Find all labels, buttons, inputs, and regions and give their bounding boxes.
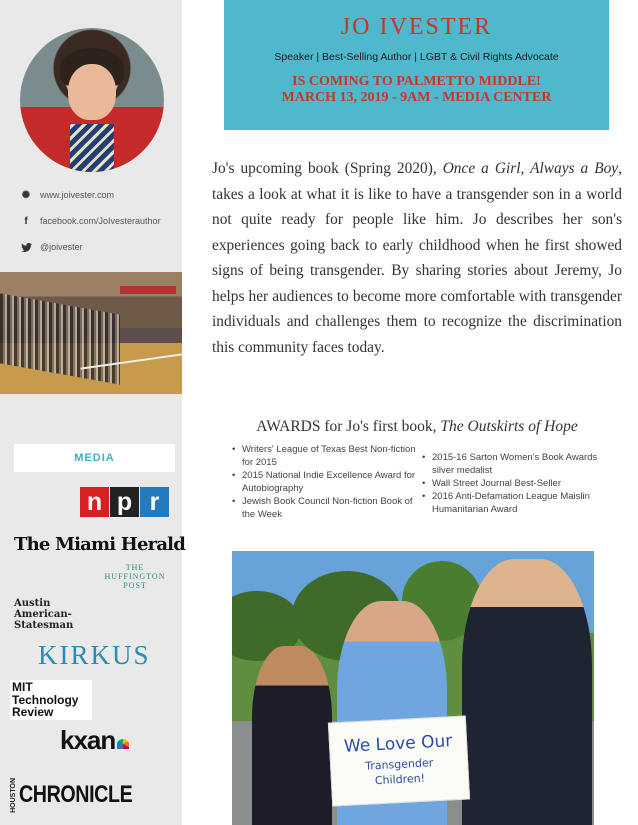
upcoming-book-title: Once a Girl, Always a Boy xyxy=(442,160,619,177)
contact-list xyxy=(20,182,161,260)
sign-line-3: Children! xyxy=(374,771,426,788)
first-book-title: The Outskirts of Hope xyxy=(440,418,578,435)
chronicle-small-text: HOUSTON xyxy=(10,778,17,813)
gymnasium-photo xyxy=(0,272,182,394)
header-banner xyxy=(224,0,609,130)
awards-column-2 xyxy=(422,451,612,521)
austin-american-statesman-logo xyxy=(14,598,74,631)
contact-website-text: www.joivester.com xyxy=(40,190,115,200)
npr-logo-r: r xyxy=(140,487,169,517)
event-line-1: IS COMING TO PALMETTO MIDDLE! xyxy=(292,74,541,89)
family-photo xyxy=(232,551,594,825)
awards-list xyxy=(232,443,622,521)
description-intro: Jo's upcoming book (Spring 2020), xyxy=(212,160,443,177)
huffington-line-3: POST xyxy=(123,581,147,590)
kirkus-logo: KIRKUS xyxy=(38,640,151,670)
awards-heading-prefix: AWARDS for Jo's first book, xyxy=(256,418,441,435)
award-item: • 2015 National Indie Excellence Award for Autobiography xyxy=(232,469,420,495)
contact-twitter-text: @joivester xyxy=(40,242,83,252)
award-item: • 2016 Anti-Defamation League Maislin Humanitarian Award xyxy=(422,490,612,516)
media-heading: MEDIA xyxy=(14,444,175,472)
mit-line-3: Review xyxy=(12,705,54,719)
award-item: • Wall Street Journal Best-Seller xyxy=(422,477,612,490)
award-item: • Jewish Book Council Non-fiction Book of the Week xyxy=(232,495,420,521)
miami-herald-logo: The Miami Herald xyxy=(14,534,186,555)
sign-line-2: Transgender xyxy=(364,756,434,773)
event-info xyxy=(224,74,609,106)
kxan-text: kxan xyxy=(60,725,116,755)
npr-logo-p: p xyxy=(110,487,139,517)
kxan-logo xyxy=(60,725,129,756)
npr-logo-n: n xyxy=(80,487,109,517)
sign-line-1: We Love Our xyxy=(343,731,453,757)
austin-line-3: Statesman xyxy=(14,620,74,631)
austin-line-1: Austin xyxy=(14,598,51,609)
globe-icon: ✺ xyxy=(21,189,31,201)
description-body: , takes a look at what it is like to have a transgender son in a world not quite ready for people like him. Jo describes her son's experiences going back to early childhood when he first showed signs of being transgender. By sharing stories about Jeremy, Jo helps her audiences to become more comfortable with transgender individuals and challenges them to recognize the discrimination this community faces today. xyxy=(212,160,622,356)
austin-line-2: American- xyxy=(14,609,72,620)
awards-heading xyxy=(212,418,622,436)
houston-chronicle-logo xyxy=(10,778,157,813)
event-line-2: MARCH 13, 2019 - 9AM - MEDIA CENTER xyxy=(281,90,552,105)
huffington-line-1: THE xyxy=(125,563,145,572)
mit-technology-review-logo xyxy=(10,680,92,720)
peacock-icon xyxy=(117,739,129,749)
contact-facebook[interactable] xyxy=(20,208,161,234)
speaker-name: JO IVESTER xyxy=(340,14,493,40)
mit-line-2: Technology xyxy=(12,692,79,707)
facebook-icon: f xyxy=(24,215,28,227)
huffington-line-2: HUFFINGTON xyxy=(104,572,166,581)
contact-website[interactable] xyxy=(20,182,161,208)
contact-twitter[interactable] xyxy=(20,234,161,260)
contact-facebook-text: facebook.com/JoIvesterauthor xyxy=(40,216,161,226)
speaker-tagline: Speaker | Best-Selling Author | LGBT & Civil Rights Advocate xyxy=(274,51,559,63)
author-portrait xyxy=(20,28,164,172)
sidebar xyxy=(0,0,186,825)
award-item: • Writers' League of Texas Best Non-fiction for 2015 xyxy=(232,443,420,469)
protest-sign xyxy=(328,715,470,806)
twitter-icon xyxy=(20,241,32,253)
huffington-post-logo xyxy=(80,563,190,590)
award-item: • 2015-16 Sarton Women's Book Awards silver medalist xyxy=(422,451,612,477)
chronicle-text: CHRONICLE xyxy=(19,781,133,809)
mit-line-1: MIT xyxy=(12,680,33,694)
npr-logo xyxy=(80,487,170,517)
awards-column-1 xyxy=(232,443,420,521)
book-description xyxy=(212,156,622,360)
